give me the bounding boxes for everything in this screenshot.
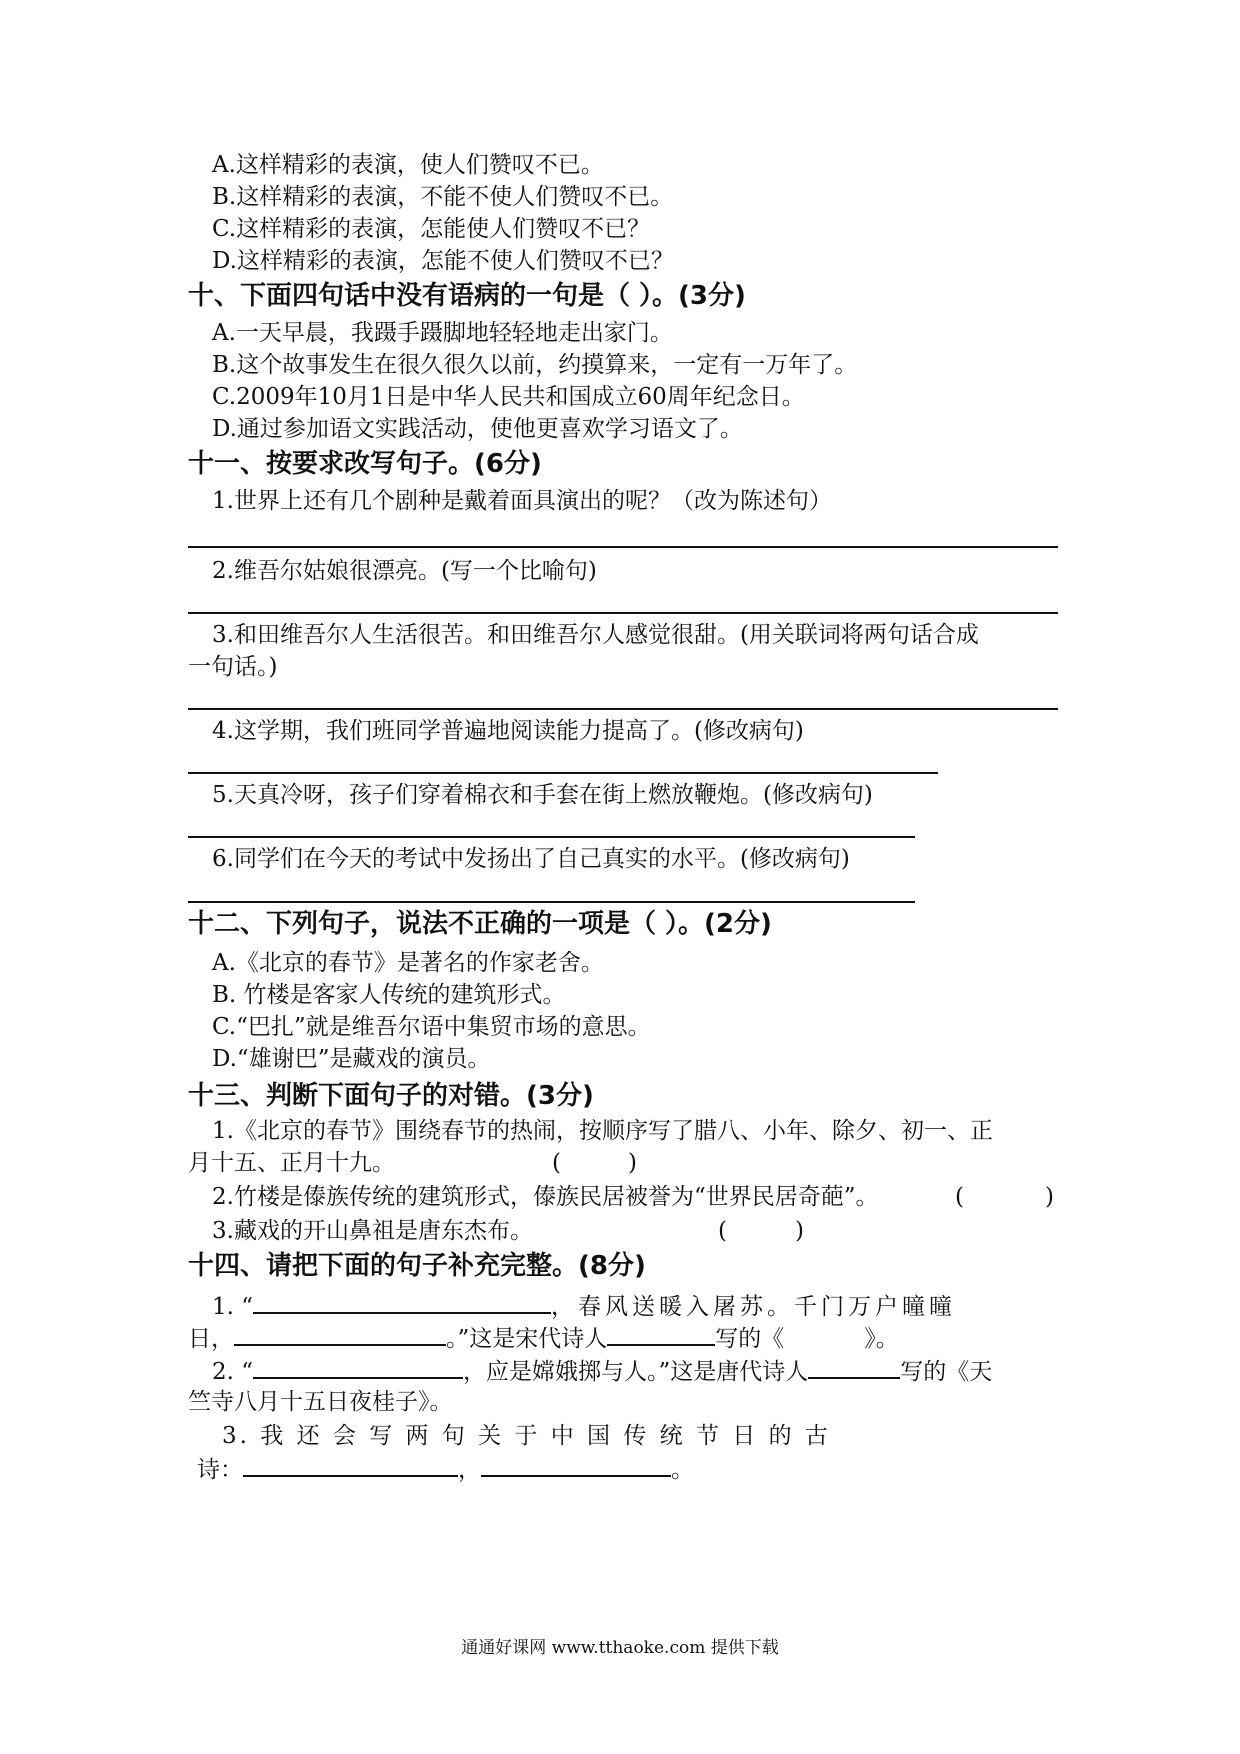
q13-title: 十三、判断下面句子的对错。(3分) [188, 1081, 594, 1111]
q11-item-3: 3.和田维吾尔人生活很苦。和田维吾尔人感觉很甜。(用关联词将两句话合成 [212, 622, 979, 648]
q11-answer-line-3[interactable] [188, 708, 1058, 710]
q14-l2-mid2: 写的《 [715, 1326, 785, 1352]
q11-item-4: 4.这学期，我们班同学普遍地阅读能力提高了。(修改病句) [212, 718, 804, 744]
q11-answer-line-6[interactable] [188, 901, 915, 903]
q12-option-b: B. 竹楼是客家人传统的建筑形式。 [212, 982, 566, 1008]
q14-blank-5[interactable] [253, 1355, 463, 1379]
q11-title: 十一、按要求改写句子。(6分) [188, 449, 542, 479]
q14-l2-suffix: 》。 [864, 1326, 899, 1352]
q14-l2-prefix: 日， [188, 1326, 234, 1352]
q12-option-a: A.《北京的春节》是著名的作家老舍。 [212, 950, 604, 976]
q11-answer-line-2[interactable] [188, 612, 1058, 614]
q14-title: 十四、请把下面的句子补充完整。(8分) [188, 1251, 646, 1281]
q13-answer-paren-open-1: ( [552, 1150, 561, 1176]
q10-option-a: A.一天早晨，我蹑手蹑脚地轻轻地走出家门。 [212, 320, 673, 346]
q9-option-b: B.这样精彩的表演，不能不使人们赞叹不已。 [212, 184, 674, 210]
q10-option-d: D.通过参加语文实践活动，使他更喜欢学习语文了。 [212, 416, 743, 442]
q12-option-c: C.“巴扎”就是维吾尔语中集贸市场的意思。 [212, 1014, 651, 1040]
q10-option-c: C.2009年10月1日是中华人民共和国成立60周年纪念日。 [212, 384, 805, 410]
q13-answer-paren-open-2: ( [955, 1184, 964, 1210]
q14-blank-3[interactable] [607, 1322, 715, 1346]
q13-answer-paren-close-1: ) [628, 1150, 637, 1176]
q9-option-a: A.这样精彩的表演，使人们赞叹不已。 [212, 152, 604, 178]
q13-item-1-cont: 月十五、正月十九。 [188, 1150, 395, 1176]
q14-l1-suffix: ，春风送暖入屠苏。千门万户曈曈 [551, 1294, 957, 1320]
q13-item-1: 1.《北京的春节》围绕春节的热闹，按顺序写了腊八、小年、除夕、初一、正 [212, 1118, 993, 1144]
q14-l1-prefix: 1. “ [212, 1294, 254, 1320]
q12-title: 十二、下列句子，说法不正确的一项是（ ）。(2分) [188, 909, 772, 939]
q14-l2-mid: 。”这是宋代诗人 [446, 1326, 608, 1352]
q14-line-6 [197, 1453, 694, 1485]
q10-option-b: B.这个故事发生在很久很久以前，约摸算来，一定有一万年了。 [212, 352, 858, 378]
q9-option-d: D.这样精彩的表演，怎能不使人们赞叹不已？ [212, 248, 674, 274]
q11-answer-line-1[interactable] [188, 546, 1058, 548]
q14-blank-7[interactable] [243, 1453, 458, 1477]
q14-blank-8[interactable] [481, 1453, 671, 1477]
q14-l6-prefix: 诗： [197, 1457, 243, 1483]
q14-line-5: 3. 我 还 会 写 两 句 关 于 中 国 传 统 节 日 的 古 [222, 1423, 831, 1449]
page-footer: 通通好课网 www.tthaoke.com 提供下载 [461, 1638, 779, 1658]
q12-option-d: D.“雄谢巴”是藏戏的演员。 [212, 1046, 491, 1072]
q14-line-1 [212, 1290, 956, 1322]
q14-blank-6[interactable] [808, 1355, 900, 1379]
q11-answer-line-4[interactable] [188, 772, 938, 774]
q11-item-5: 5.天真冷呀，孩子们穿着棉衣和手套在街上燃放鞭炮。(修改病句) [212, 782, 873, 808]
q14-line-2 [188, 1322, 899, 1354]
q14-blank-2[interactable] [234, 1322, 446, 1346]
q14-blank-1[interactable] [253, 1290, 551, 1314]
q11-answer-line-5[interactable] [188, 836, 915, 838]
q13-item-3: 3.藏戏的开山鼻祖是唐东杰布。 [212, 1218, 533, 1244]
q14-l3-mid: ，应是嫦娥掷与人。”这是唐代诗人 [463, 1359, 809, 1385]
q13-answer-paren-close-3: ) [795, 1218, 804, 1244]
q11-item-2: 2.维吾尔姑娘很漂亮。(写一个比喻句) [212, 558, 597, 584]
q14-line-3 [212, 1355, 992, 1387]
q14-l6-mid: ， [458, 1457, 481, 1483]
q14-line-4: 竺寺八月十五日夜桂子》。 [188, 1389, 453, 1415]
q11-item-6: 6.同学们在今天的考试中发扬出了自己真实的水平。(修改病句) [212, 846, 850, 872]
q13-answer-paren-open-3: ( [718, 1218, 727, 1244]
q13-answer-paren-close-2: ) [1045, 1184, 1054, 1210]
q9-option-c: C.这样精彩的表演，怎能使人们赞叹不已？ [212, 216, 651, 242]
q13-item-2: 2.竹楼是傣族传统的建筑形式，傣族民居被誉为“世界民居奇葩”。 [212, 1184, 879, 1210]
q11-item-1: 1.世界上还有几个剧种是戴着面具演出的呢？（改为陈述句） [212, 488, 832, 514]
q14-l3-suffix: 写的《天 [900, 1359, 993, 1385]
q14-l3-prefix: 2. “ [212, 1359, 254, 1385]
q14-l6-suffix: 。 [671, 1457, 694, 1483]
q10-title: 十、下面四句话中没有语病的一句是（ ）。(3分) [188, 281, 746, 311]
q11-item-3-cont: 一句话。) [188, 654, 278, 680]
